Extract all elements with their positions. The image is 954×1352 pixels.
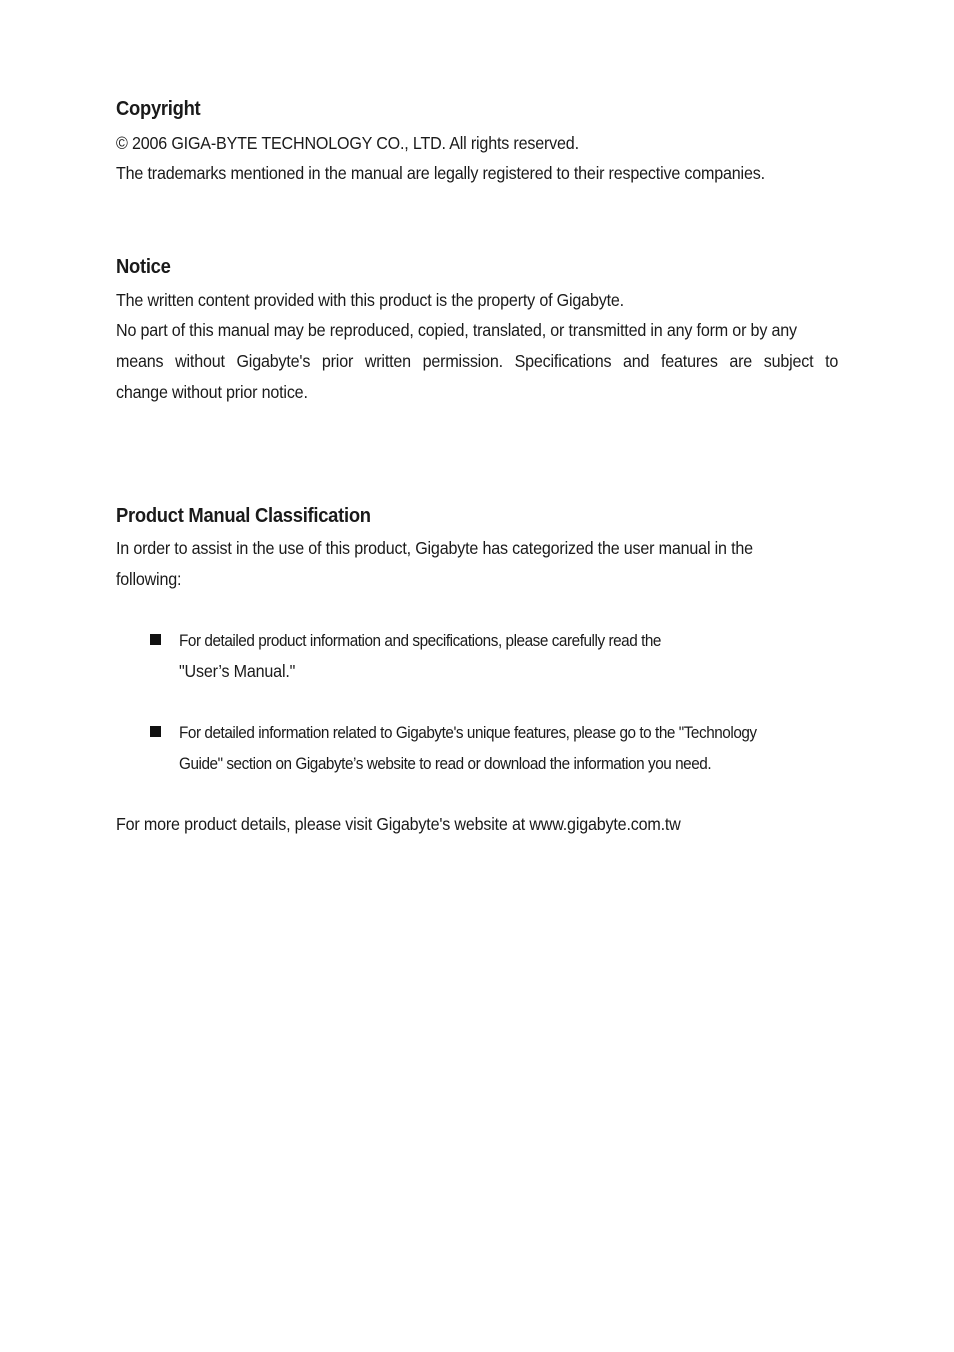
bullet-1-line-1: For detailed product information and specifications, please carefully read the (179, 631, 661, 650)
bullet-2-line-2: Guide" section on Gigabyte’s website to read or download the information you need. (179, 754, 712, 773)
notice-line-3: means without Gigabyte's prior written permission. Specifications and features are subject to (116, 351, 839, 371)
classification-intro-line-2: following: (116, 569, 182, 589)
bullet-2-line-1: For detailed information related to Gigabyte's unique features, please go to the "Technology (179, 723, 757, 742)
copyright-line: © 2006 GIGA-BYTE TECHNOLOGY CO., LTD. All rights reserved. (116, 133, 579, 153)
bullet-1-line-2: "User’s Manual." (179, 661, 296, 681)
notice-heading: Notice (116, 256, 171, 278)
notice-line-1: The written content provided with this product is the property of Gigabyte. (116, 290, 624, 310)
bullet-square-icon (150, 634, 161, 645)
notice-line-2: No part of this manual may be reproduced, copied, translated, or transmitted in any form or by any (116, 320, 797, 340)
website-line: For more product details, please visit Gigabyte's website at www.gigabyte.com.tw (116, 814, 681, 834)
notice-line-4: change without prior notice. (116, 382, 308, 402)
classification-intro-line-1: In order to assist in the use of this product, Gigabyte has categorized the user manual in the (116, 538, 753, 558)
classification-heading: Product Manual Classification (116, 505, 371, 527)
copyright-heading: Copyright (116, 98, 201, 120)
bullet-square-icon (150, 726, 161, 737)
trademark-line: The trademarks mentioned in the manual are legally registered to their respective companies. (116, 163, 765, 183)
